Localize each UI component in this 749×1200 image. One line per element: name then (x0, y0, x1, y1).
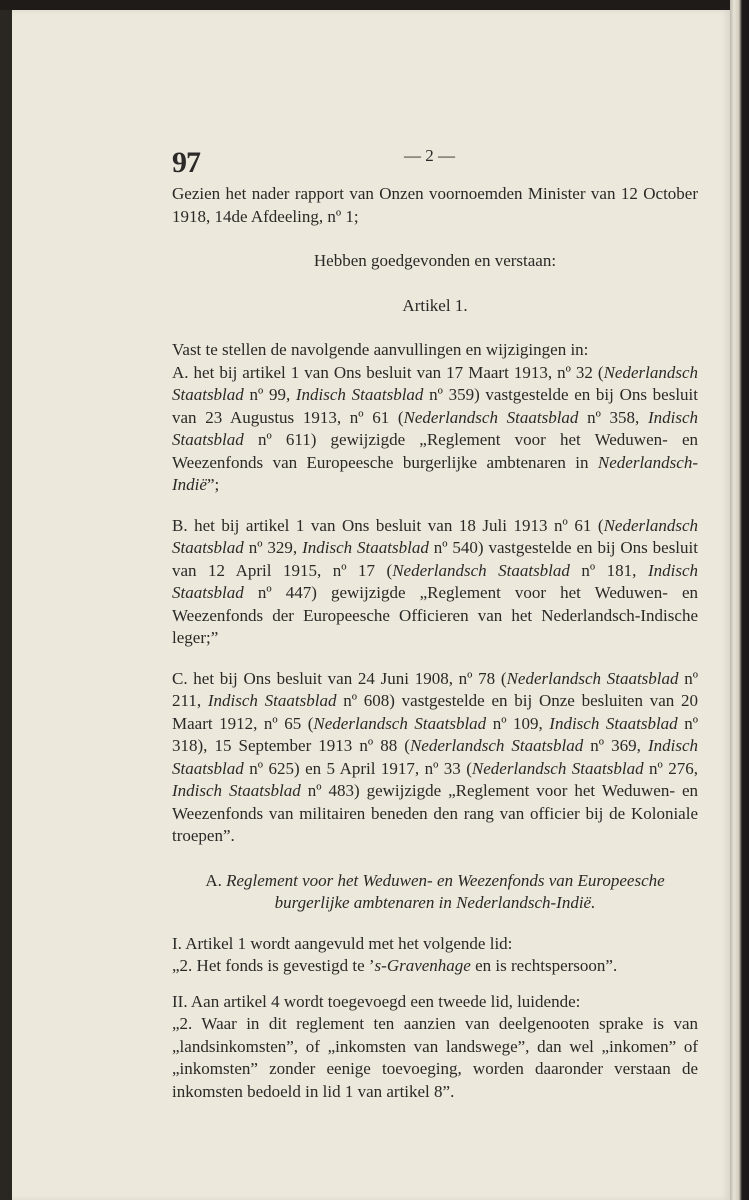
text-run: nº 318), 15 September 1913 nº 88 ( (172, 713, 698, 755)
italic-run: Nederlandsch Staatsblad (172, 362, 698, 404)
italic-run: Nederlandsch Staatsblad (313, 713, 487, 733)
paragraph-ii-quote: „2. Waar in dit reglement ten aanzien van deelgenooten sprake is van „landsinkomsten”, of „inkomsten van landswege”, dan wel „inkomen” of „inkomsten” zonder eenige toevoeging, worden daaronder verstaan de inkomsten bedoeld in lid 1 van artikel 8”. (172, 1014, 698, 1101)
text-run: „2. Het fonds is gevestigd te ’ (172, 956, 375, 975)
italic-run: Nederlandsch Staatsblad (471, 758, 644, 778)
text-run: nº 211, (172, 668, 699, 710)
text-run: nº 483) gewijzigde „Reglement voor het Weduwen- en Weezenfonds van militairen beneden den rang van officier bij de Koloniale troepen”. (172, 781, 698, 845)
text-run: nº 276, (643, 758, 699, 778)
paragraph-a (172, 362, 698, 497)
running-head: — 2 — (404, 146, 455, 165)
page-number: 97 (172, 146, 200, 179)
italic-run: Indisch Staatsblad (172, 781, 301, 800)
text-run: nº 608) vastgestelde en bij Onze besluiten van 20 Maart 1912, nº 65 ( (172, 691, 699, 733)
paragraph-i: I. Artikel 1 wordt aangevuld met het volgende lid: (172, 933, 513, 953)
text-run: en is rechtspersoon”. (470, 956, 618, 975)
paragraph-i-quote (172, 955, 698, 978)
text-run: nº 359) vastgestelde en bij Ons besluit van 23 Augustus 1913, nº 61 ( (172, 385, 698, 427)
italic-run: Indisch Staatsblad (172, 407, 698, 449)
italic-run: Indisch Staatsblad (207, 691, 337, 710)
section-heading-a (172, 870, 698, 915)
text-run: nº 611) gewijzigde „Reglement voor het Weduwen- en Weezenfonds van Europeesche burgerlijke ambtenaren in (172, 430, 698, 472)
paragraph-vast: Vast te stellen de navolgende aanvullingen en wijzigingen in: (172, 340, 589, 359)
text-run: B. het bij artikel 1 van Ons besluit van 18 Juli 1913 nº 61 ( (172, 515, 604, 535)
paragraph-ii: II. Aan artikel 4 wordt toegevoegd een tweede lid, luidende: (172, 991, 581, 1011)
text-run: nº 109, (486, 713, 550, 733)
text-run: nº 447) gewijzigde „Reglement voor het Weduwen- en Weezenfonds der Europeesche Officieren van het Nederlandsch-Indische leger;” (172, 583, 698, 647)
italic-run: Indisch Staatsblad (172, 736, 698, 778)
article-heading: Artikel 1. (402, 295, 468, 315)
paragraph-hebben: Hebben goedgevonden en verstaan: (313, 251, 557, 270)
text-run: nº 358, (578, 407, 648, 427)
italic-run: Nederlandsch Staatsblad (409, 736, 584, 755)
text-run: ”; (206, 475, 220, 494)
italic-run: Nederlandsch Staatsblad (392, 560, 570, 580)
italic-run: Nederlandsch Staatsblad (403, 407, 579, 427)
section-title: Reglement voor het Weduwen- en Weezenfonds van Europeesche burgerlijke ambtenaren in Nederlandsch-Indië. (226, 870, 665, 912)
italic-run: Indisch Staatsblad (302, 538, 429, 557)
italic-run: Indisch Staatsblad (295, 385, 424, 404)
text-run: nº 540) vastgestelde en bij Ons besluit van 12 April 1915, nº 17 ( (172, 538, 698, 580)
italic-run: Nederlandsch Staatsblad (172, 515, 698, 557)
italic-run: Nederlandsch-Indië (172, 452, 698, 494)
scan-top-border (0, 0, 749, 10)
italic-run: Nederlandsch Staatsblad (506, 668, 679, 688)
text-run: nº 181, (569, 560, 648, 580)
text-run: nº 369, (583, 736, 648, 755)
body-text (172, 183, 698, 1103)
italic-run: Indisch Staatsblad (172, 560, 698, 602)
text-run: nº 625) en 5 April 1917, nº 33 ( (243, 758, 472, 778)
book-spine-edge (730, 0, 749, 1200)
paragraph-gezien: Gezien het nader rapport van Onzen voornoemden Minister van 12 October 1918, 14de Afdeeling, nº 1; (172, 184, 698, 226)
italic-run: Indisch Staatsblad (549, 713, 678, 733)
paragraph-b (172, 515, 698, 650)
text-run: nº 99, (243, 385, 296, 404)
paragraph-c (172, 668, 698, 848)
section-letter: A. (205, 870, 222, 890)
italic-run: s-Gravenhage (374, 956, 471, 975)
text-run: A. het bij artikel 1 van Ons besluit van 17 Maart 1913, nº 32 ( (172, 362, 604, 382)
text-run: nº 329, (243, 538, 303, 557)
text-run: C. het bij Ons besluit van 24 Juni 1908, nº 78 ( (172, 668, 507, 688)
